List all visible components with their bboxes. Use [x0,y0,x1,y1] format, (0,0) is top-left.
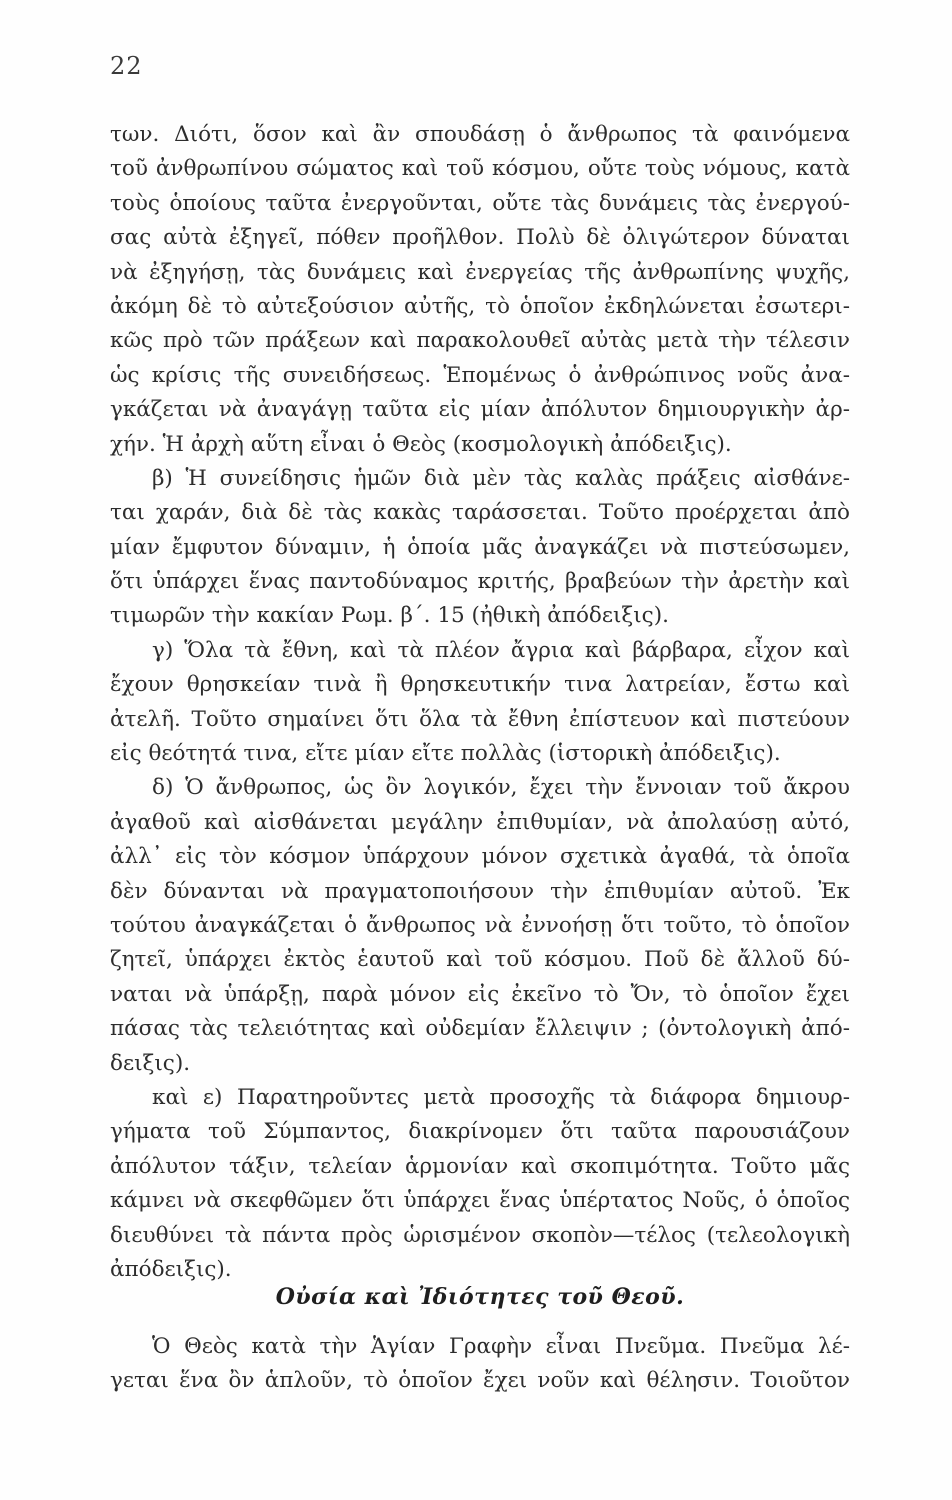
text-line: γ) Ὅλα τὰ ἔθνη, καὶ τὰ πλέον ἄγρια καὶ βάρβαρα, εἶχον καὶ [152,637,850,663]
text-line: κῶς πρὸ τῶν πράξεων καὶ παρακολουθεῖ αὐτὰς μετὰ τὴν τέλεσιν [110,328,850,354]
text-line: γκάζεται νὰ ἀναγάγῃ ταῦτα εἰς μίαν ἀπόλυτον δημιουργικὴν ἀρ- [110,397,850,423]
text-line: ἀπόλυτον τάξιν, τελείαν ἁρμονίαν καὶ σκοπιμότητα. Τοῦτο μᾶς [110,1153,850,1179]
text-line: καὶ ε) Παρατηροῦντες μετὰ προσοχῆς τὰ διάφορα δημιουρ- [152,1084,850,1110]
text-line: ἔχουν θρησκείαν τινὰ ἢ θρησκευτικήν τινα λατρείαν, ἔστω καὶ [110,672,850,698]
text-line: εἰς θεότητά τινα, εἴτε μίαν εἴτε πολλὰς (ἱστορικὴ ἀπόδειξις). [110,741,781,767]
text-line: ται χαράν, διὰ δὲ τὰς κακὰς ταράσσεται. Τοῦτο προέρχεται ἀπὸ [110,500,850,526]
body-text [110,118,850,1287]
text-line: δὲν δύνανται νὰ πραγματοποιήσουν τὴν ἐπιθυμίαν αὐτοῦ. Ἐκ [110,878,850,904]
text-line: τοὺς ὁποίους ταῦτα ἐνεργοῦνται, οὔτε τὰς δυνάμεις τὰς ἐνεργού- [110,190,850,216]
text-line: Ὁ Θεὸς κατὰ τὴν Ἁγίαν Γραφὴν εἶναι Πνεῦμα. Πνεῦμα λέ- [152,1334,850,1359]
text-line: κάμνει νὰ σκεφθῶμεν ὅτι ὑπάρχει ἕνας ὑπέρτατος Νοῦς, ὁ ὁποῖος [110,1188,850,1214]
text-line: γεται ἕνα ὂν ἁπλοῦν, τὸ ὁποῖον ἔχει νοῦν καὶ θέλησιν. Τοιοῦτον [110,1368,850,1394]
text-line: ναται νὰ ὑπάρξῃ, παρὰ μόνον εἰς ἐκεῖνο τὸ Ὄν, τὸ ὁποῖον ἔχει [110,981,850,1007]
text-line: μίαν ἔμφυτον δύναμιν, ἡ ὁποία μᾶς ἀναγκάζει νὰ πιστεύσωμεν, [110,534,850,560]
text-line: των. Διότι, ὅσον καὶ ἂν σπουδάσῃ ὁ ἄνθρωπος τὰ φαινόμενα [110,122,850,147]
text-line: ὅτι ὑπάρχει ἕνας παντοδύναμος κριτής, βραβεύων τὴν ἀρετὴν καὶ [110,569,850,595]
text-line: σας αὐτὰ ἐξηγεῖ, πόθεν προῆλθον. Πολὺ δὲ ὀλιγώτερον δύναται [110,225,850,251]
text-line: ἀγαθοῦ καὶ αἰσθάνεται μεγάλην ἐπιθυμίαν, νὰ ἀπολαύσῃ αὐτό, [110,809,850,835]
text-line: νὰ ἐξηγήσῃ, τὰς δυνάμεις καὶ ἐνεργείας τῆς ἀνθρωπίνης ψυχῆς, [110,259,850,285]
text-line: πάσας τὰς τελειότητας καὶ οὐδεμίαν ἔλλειψιν ; (ὀντολογικὴ ἀπό- [110,1016,850,1042]
text-line: β) Ἡ συνείδησις ἡμῶν διὰ μὲν τὰς καλὰς πράξεις αἰσθάνε- [152,465,850,491]
text-line: χήν. Ἡ ἀρχὴ αὕτη εἶναι ὁ Θεὸς (κοσμολογικὴ ἀπόδειξις). [110,431,732,457]
section-heading: Οὐσία καὶ Ἰδιότητες τοῦ Θεοῦ. [275,1284,685,1310]
text-line: δ) Ὁ ἄνθρωπος, ὡς ὂν λογικόν, ἔχει τὴν ἔννοιαν τοῦ ἄκρου [152,775,850,801]
text-line: γήματα τοῦ Σύμπαντος, διακρίνομεν ὅτι ταῦτα παρουσιάζουν [110,1119,850,1145]
text-line: διευθύνει τὰ πάντα πρὸς ὡρισμένον σκοπὸν—τέλος (τελεολογικὴ [110,1222,850,1248]
section-text [110,1330,850,1399]
text-line: τιμωρῶν τὴν κακίαν Ρωμ. β΄. 15 (ἠθικὴ ἀπόδειξις). [110,603,669,629]
page-number: 22 [110,52,143,80]
text-line: ζητεῖ, ὑπάρχει ἐκτὸς ἑαυτοῦ καὶ τοῦ κόσμου. Ποῦ δὲ ἄλλοῦ δύ- [110,947,850,973]
text-line: τούτου ἀναγκάζεται ὁ ἄνθρωπος νὰ ἐννοήσῃ ὅτι τοῦτο, τὸ ὁποῖον [110,912,850,938]
text-line: ἀκόμη δὲ τὸ αὐτεξούσιον αὐτῆς, τὸ ὁποῖον ἐκδηλώνεται ἐσωτερι- [110,293,850,319]
text-line: ὡς κρίσις τῆς συνειδήσεως. Ἑπομένως ὁ ἀνθρώπινος νοῦς ἀνα- [110,362,850,388]
text-line: ἀτελῆ. Τοῦτο σημαίνει ὅτι ὅλα τὰ ἔθνη ἐπίστευον καὶ πιστεύουν [110,706,850,732]
text-line: ἀπόδειξις). [110,1256,232,1282]
text-line: ἀλλ᾽ εἰς τὸν κόσμον ὑπάρχουν μόνον σχετικὰ ἀγαθά, τὰ ὁποῖα [110,844,850,870]
text-line: τοῦ ἀνθρωπίνου σώματος καὶ τοῦ κόσμου, οὔτε τοὺς νόμους, κατὰ [110,156,850,182]
text-line: δειξις). [110,1050,191,1076]
